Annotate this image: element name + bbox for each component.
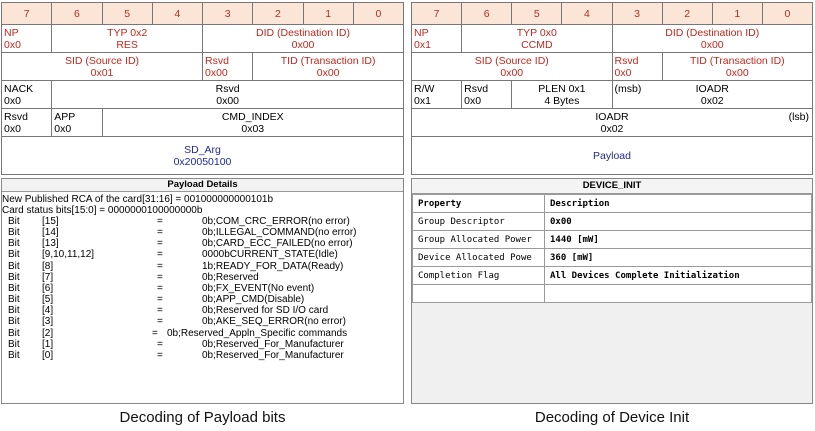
typ-field: TYP 0x2 RES: [52, 25, 203, 53]
bit-header: 4: [152, 3, 202, 25]
rsvd-field: Rsvd 0x0: [612, 53, 662, 81]
property-cell: Group Allocated Power: [413, 231, 545, 249]
bit-header: 1: [303, 3, 353, 25]
bit-description: 0000bCURRENT_STATE(Idle): [202, 249, 338, 261]
description-cell: All Devices Complete Initialization: [545, 267, 812, 285]
bit-index: [8]: [42, 260, 54, 272]
bit-index: [2]: [42, 327, 54, 339]
property-cell: Group Descriptor: [413, 213, 545, 231]
bit-kind: Bit: [8, 305, 20, 317]
payload-bit-row: [2, 305, 403, 316]
caption-device-init: Decoding of Device Init: [534, 409, 690, 426]
payload-bit-row: [2, 272, 403, 283]
bit-index: [14]: [42, 227, 59, 239]
bit-description: 0b;Reserved_Appln_Specific commands: [167, 327, 348, 339]
payload-bit-row: [2, 283, 403, 294]
sid-field: SID (Source ID) 0x00: [412, 53, 613, 81]
device-init-title: DEVICE_INIT: [412, 179, 812, 194]
cmd-index-field: CMD_INDEX 0x03: [102, 109, 404, 137]
rca-line: New Published RCA of the card[31:16] = 001000000000101b: [2, 194, 274, 205]
bit-header: 7: [2, 3, 52, 25]
bit-index: [6]: [42, 282, 54, 294]
payload-bit-row: [2, 294, 403, 305]
lsb-label: (lsb): [788, 111, 809, 123]
bit-description: 0b;Reserved_For_Manufacturer: [202, 338, 344, 350]
app-field: APP 0x0: [52, 109, 102, 137]
bit-description: 0b;ILLEGAL_COMMAND(no error): [202, 227, 357, 239]
nack-field: NACK 0x0: [2, 81, 52, 109]
bit-description: 0b;FX_EVENT(No event): [202, 282, 315, 294]
payload-field: Payload: [412, 137, 813, 175]
bit-description: 0b;APP_CMD(Disable): [202, 294, 305, 306]
bit-index: [7]: [42, 271, 54, 283]
payload-bit-row: [2, 316, 403, 327]
did-field: DID (Destination ID) 0x00: [203, 25, 404, 53]
table-row[interactable]: [413, 213, 812, 231]
property-cell: Device Allocated Powe: [413, 249, 545, 267]
bit-header: 4: [562, 3, 612, 25]
description-cell: 1440 [mW]: [545, 231, 812, 249]
typ-field: TYP 0x0 CCMD: [462, 25, 612, 53]
bit-kind: Bit: [8, 238, 20, 250]
payload-details-panel: [1, 178, 404, 404]
bit-kind: Bit: [8, 249, 20, 261]
table-row[interactable]: [413, 285, 812, 303]
device-init-panel: [411, 178, 813, 404]
payload-details-title: Payload Details: [2, 179, 403, 192]
equals-sign: =: [157, 271, 163, 283]
bit-index: [15]: [42, 216, 59, 227]
device-init-table: [412, 194, 812, 303]
right-packet-table: [411, 2, 813, 174]
ioadr-msb-field: (msb) IOADR 0x02: [612, 81, 813, 109]
bit-description: 0b;Reserved_For_Manufacturer: [202, 349, 344, 361]
bit-index: [9,10,11,12]: [42, 249, 95, 261]
bit-header: 5: [102, 3, 152, 25]
bit-header: 0: [762, 3, 812, 25]
bit-kind: Bit: [8, 349, 20, 361]
bit-header: 2: [662, 3, 712, 25]
tid-field: TID (Transaction ID) 0x00: [662, 53, 812, 81]
bit-kind: Bit: [8, 216, 20, 227]
bit-index: [5]: [42, 294, 54, 306]
rsvd-field: Rsvd 0x0: [2, 109, 52, 137]
rsvd-field: Rsvd 0x0: [462, 81, 512, 109]
equals-sign: =: [152, 327, 158, 339]
table-row[interactable]: [413, 267, 812, 285]
bit-kind: Bit: [8, 316, 20, 328]
payload-bit-row: [2, 261, 403, 272]
description-cell: 0x00: [545, 213, 812, 231]
bit-header: 3: [612, 3, 662, 25]
bit-kind: Bit: [8, 260, 20, 272]
equals-sign: =: [157, 338, 163, 350]
table-row[interactable]: [413, 249, 812, 267]
payload-bit-row: [2, 216, 403, 227]
plen-field: PLEN 0x1 4 Bytes: [512, 81, 612, 109]
bit-description: 1b;READY_FOR_DATA(Ready): [202, 260, 344, 272]
bit-description: 0b;AKE_SEQ_ERROR(no error): [202, 316, 346, 328]
bit-kind: Bit: [8, 282, 20, 294]
bit-description: 0b;CARD_ECC_FAILED(no error): [202, 238, 353, 250]
bit-header: 7: [412, 3, 462, 25]
bit-header: 2: [253, 3, 303, 25]
msb-label: (msb): [614, 83, 642, 95]
tid-field: TID (Transaction ID) 0x00: [253, 53, 404, 81]
payload-bit-row: [2, 339, 403, 350]
caption-payload-bits: Decoding of Payload bits: [119, 409, 286, 426]
payload-bit-row: [2, 350, 403, 361]
property-cell: [413, 285, 545, 303]
bit-header: 1: [712, 3, 762, 25]
bit-description: 0b;Reserved for SD I/O card: [202, 305, 329, 317]
equals-sign: =: [157, 294, 163, 306]
bit-index: [1]: [42, 338, 54, 350]
bit-kind: Bit: [8, 271, 20, 283]
left-packet-table: [1, 2, 404, 174]
bit-kind: Bit: [8, 294, 20, 306]
bit-index: [3]: [42, 316, 54, 328]
bit-kind: Bit: [8, 227, 20, 239]
bit-description: 0b;COM_CRC_ERROR(no error): [202, 216, 350, 227]
rsvd-field: Rsvd 0x00: [203, 53, 253, 81]
bit-kind: Bit: [8, 327, 20, 339]
payload-bit-row: [2, 249, 403, 260]
table-row[interactable]: [413, 231, 812, 249]
bit-index: [4]: [42, 305, 54, 317]
description-cell: 360 [mW]: [545, 249, 812, 267]
equals-sign: =: [157, 249, 163, 261]
bit-header: 3: [203, 3, 253, 25]
rw-field: R/W 0x1: [412, 81, 462, 109]
sd-arg-field: SD_Arg 0x20050100: [2, 137, 404, 175]
equals-sign: =: [157, 260, 163, 272]
ioadr-lsb-field: (lsb) IOADR 0x02: [412, 109, 813, 137]
equals-sign: =: [157, 316, 163, 328]
bit-index: [0]: [42, 349, 54, 361]
np-field: NP 0x0: [2, 25, 52, 53]
bit-index: [13]: [42, 238, 59, 250]
payload-bit-row: [2, 227, 403, 238]
description-column-header: Description: [545, 195, 812, 213]
equals-sign: =: [157, 349, 163, 361]
equals-sign: =: [157, 238, 163, 250]
rsvd-field: Rsvd 0x00: [52, 81, 404, 109]
equals-sign: =: [157, 305, 163, 317]
equals-sign: =: [157, 282, 163, 294]
bit-header: 5: [512, 3, 562, 25]
np-field: NP 0x1: [412, 25, 462, 53]
bit-header: 6: [462, 3, 512, 25]
card-status-line: Card status bits[15:0] = 0000000100000000b: [2, 205, 203, 216]
description-cell: [545, 285, 812, 303]
equals-sign: =: [157, 227, 163, 239]
bit-description: 0b;Reserved: [202, 271, 259, 283]
did-field: DID (Destination ID) 0x00: [612, 25, 813, 53]
property-column-header: Property: [413, 195, 545, 213]
bit-header: 0: [353, 3, 403, 25]
sid-field: SID (Source ID) 0x01: [2, 53, 203, 81]
payload-bit-row: [2, 238, 403, 249]
payload-bit-row: [2, 328, 403, 339]
property-cell: Completion Flag: [413, 267, 545, 285]
bit-kind: Bit: [8, 338, 20, 350]
bit-header: 6: [52, 3, 102, 25]
equals-sign: =: [157, 216, 163, 227]
